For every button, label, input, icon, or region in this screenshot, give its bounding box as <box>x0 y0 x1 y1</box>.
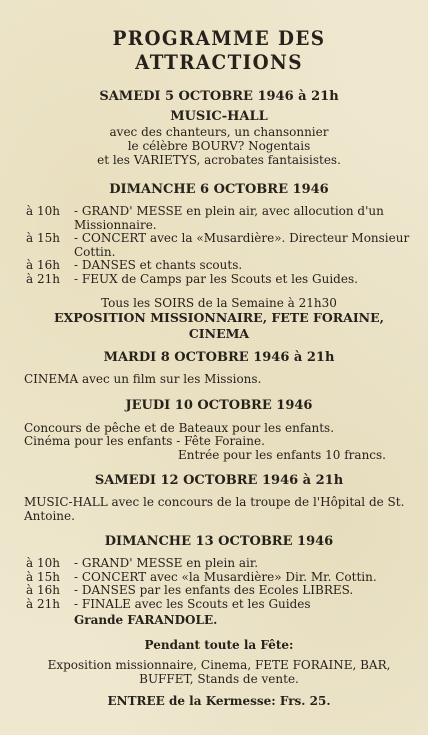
farandole-row <box>26 614 414 628</box>
entree-kermesse-line: ENTREE de la Kermesse: Frs. 25. <box>107 693 331 708</box>
heading-dimanche-13: DIMANCHE 13 OCTOBRE 1946 <box>104 534 334 549</box>
event-text: - GRAND' MESSE en plein air, avec allocution d'un Missionnaire. <box>74 204 384 232</box>
schedule-item <box>26 259 414 273</box>
schedule-item <box>26 571 414 585</box>
schedule-item <box>26 205 414 232</box>
music-hall-label: MUSIC-HALL <box>170 109 268 124</box>
buffet-line: BUFFET, Stands de vente. <box>139 671 299 686</box>
section-samedi-5 <box>24 88 414 167</box>
desc-line: le célèbre BOURV? Nogentais <box>127 139 311 153</box>
event-text: - CONCERT avec «la Musardière» Dir. Mr. Cottin. <box>74 569 377 584</box>
cinema-enfants-line: Cinéma pour les enfants - Fête Foraine. <box>24 434 265 448</box>
event-text: - DANSES par les enfants des Ecoles LIBRES. <box>74 583 354 597</box>
schedule-item <box>26 232 414 259</box>
schedule-list <box>26 557 414 628</box>
exposition-line: Exposition missionnaire, Cinema, FETE FORAINE, BAR, <box>47 657 391 672</box>
event-text: - DANSES et chants scouts. <box>74 258 243 272</box>
event-text: - FEUX de Camps par les Scouts et les Guides. <box>74 271 358 286</box>
desc-line: avec des chanteurs, un chansonnier <box>109 125 329 139</box>
section-samedi-12 <box>24 472 414 523</box>
schedule-item <box>26 584 414 598</box>
time-label: à 21h <box>26 596 60 611</box>
time-label: à 15h <box>26 569 60 584</box>
time-label: à 21h <box>26 271 60 286</box>
attractions-line: EXPOSITION MISSIONNAIRE, FETE FORAINE, CINEMA <box>53 310 384 341</box>
desc-line: et les VARIETYS, acrobates fantaisistes. <box>97 153 341 167</box>
time-label: à 15h <box>26 231 60 245</box>
heading-samedi-12: SAMEDI 12 OCTOBRE 1946 à 21h <box>94 473 344 488</box>
section-jeudi-10 <box>24 397 414 463</box>
pendant-heading: Pendant toute la Fête: <box>144 637 294 652</box>
event-text: - CONCERT avec la «Musardière». Directeur Monsieur Cottin. <box>74 231 410 259</box>
schedule-item <box>26 598 414 612</box>
time-label: à 16h <box>26 258 60 272</box>
section-dimanche-13 <box>24 533 414 628</box>
schedule-item <box>26 557 414 571</box>
section-pendant-la-fete <box>24 638 414 708</box>
section-mardi-8 <box>24 349 414 387</box>
cinema-line: CINEMA avec un film sur les Missions. <box>24 372 262 386</box>
heading-dimanche-6: DIMANCHE 6 OCTOBRE 1946 <box>109 182 329 197</box>
event-text: - FINALE avec les Scouts et les Guides <box>74 596 311 611</box>
entree-enfants-line: Entrée pour les enfants 10 francs. <box>178 447 386 462</box>
concours-line: Concours de pêche et de Bateaux pour les enfants. <box>24 420 335 435</box>
heading-mardi-8: MARDI 8 OCTOBRE 1946 à 21h <box>103 350 335 365</box>
music-hall-line: MUSIC-HALL avec le concours de la troupe de l'Hôpital de St. Antoine. <box>24 495 405 523</box>
section-tous-les-soirs <box>24 296 414 342</box>
schedule-list <box>26 205 414 286</box>
every-evening-line: Tous les SOIRS de la Semaine à 21h30 <box>101 296 337 310</box>
time-label: à 10h <box>26 204 60 218</box>
page-title: PROGRAMME DES ATTRACTIONS <box>112 26 326 74</box>
heading-jeudi-10: JEUDI 10 OCTOBRE 1946 <box>125 397 313 413</box>
time-label: à 10h <box>26 556 60 570</box>
event-text: - GRAND' MESSE en plein air. <box>74 556 259 570</box>
schedule-item <box>26 273 414 287</box>
section-dimanche-6 <box>24 181 414 286</box>
heading-samedi-5: SAMEDI 5 OCTOBRE 1946 à 21h <box>99 89 339 104</box>
farandole-line: Grande FARANDOLE. <box>74 613 218 627</box>
time-label: à 16h <box>26 583 60 597</box>
